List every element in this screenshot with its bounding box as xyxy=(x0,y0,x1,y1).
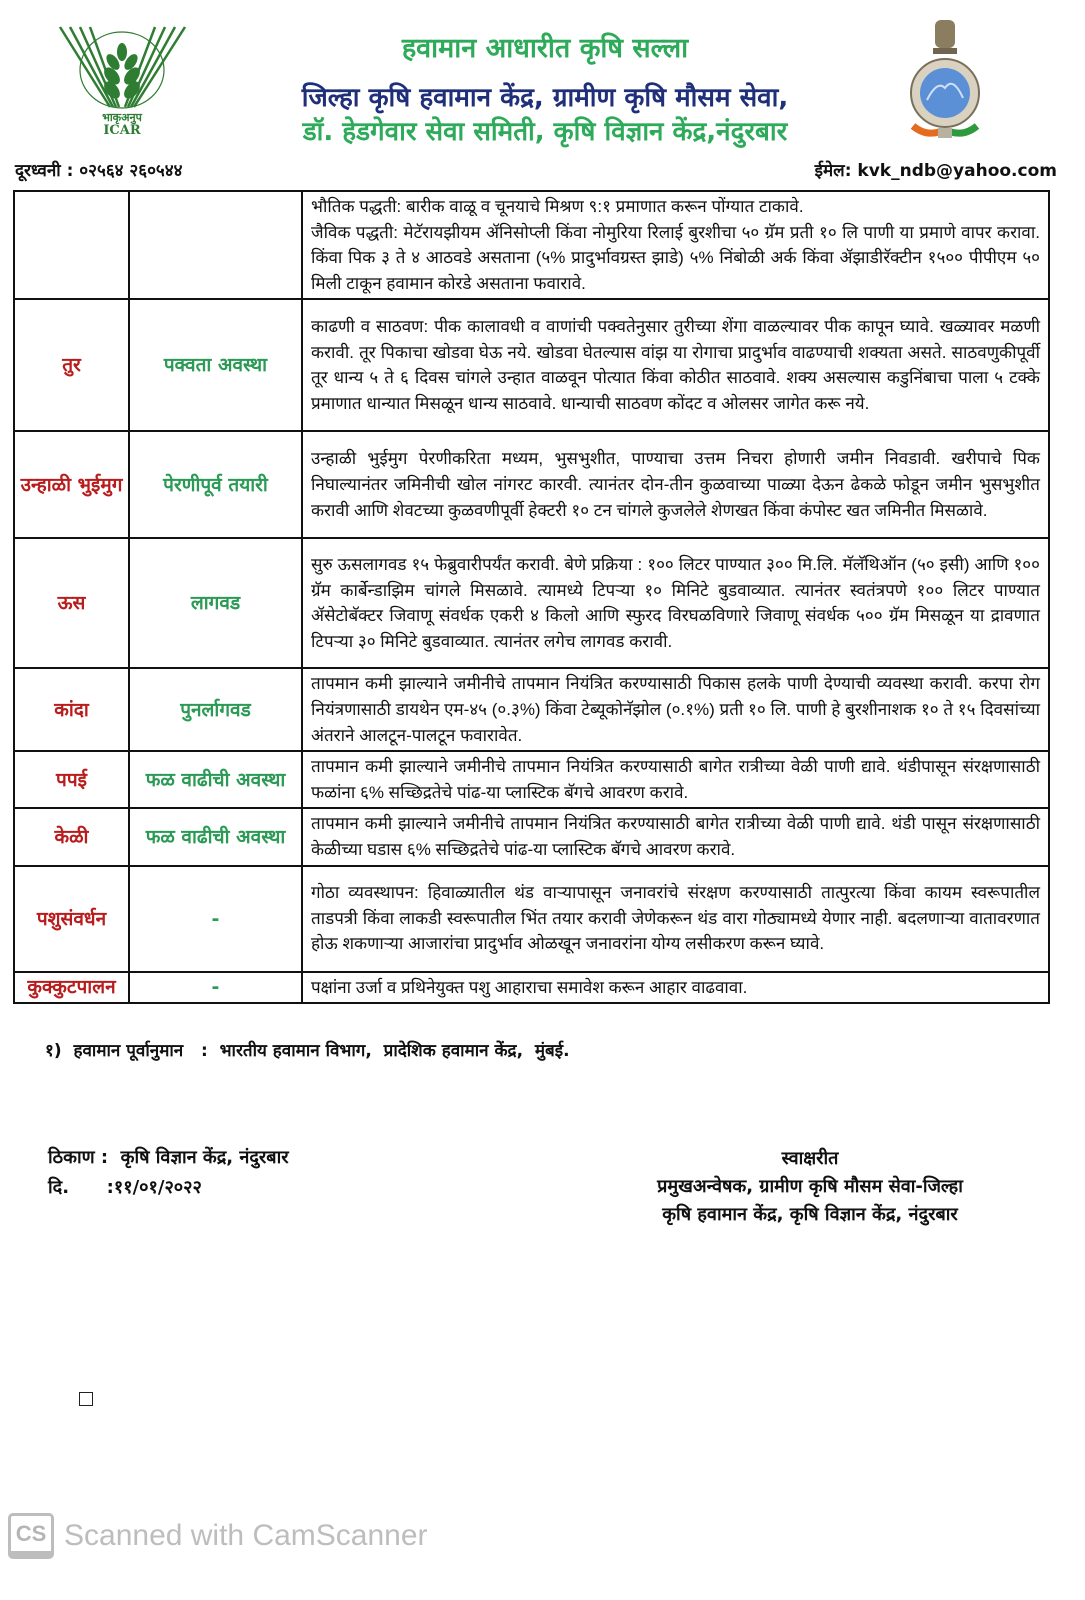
signature-line-1: प्रमुखअन्वेषक, ग्रामीण कृषि मौसम सेवा-जिल्हा xyxy=(657,1176,963,1197)
advisory-paragraph: काढणी व साठवण: पीक कालावधी व वाणांची पक्वतेनुसार तुरीच्या शेंगा वाळल्यावर पीक कापून घ्यावे. खळ्यावर मळणी करावी. तूर पिकाचा खोडवा घेऊ नये. खोडवा घेतल्यास वांझ या रोगाचा प्रादुर्भाव वाढण्याची शक्यता असते. साठवणुकीपूर्वी तूर धान्य ५ ते ६ दिवस चांगले उन्हात वाळवून पोत्यात किंवा कोठीत साठवावे. शक्य असल्यास कडुनिंबाचा पाला ५ टक्के प्रमाणात धान्यात मिसळून धान्य साठवावे. धान्याची साठवण कोंदट व ओलसर जागेत करू नये. xyxy=(311,317,1040,413)
advisory-paragraph: तापमान कमी झाल्याने जमीनीचे तापमान नियंत्रित करण्यासाठी पिकास हलके पाणी देण्याची व्यवस्था करावी. करपा रोग नियंत्रणासाठी डायथेन एम-४५ (०.३%) किंवा टेब्यूकोनॅझोल (०.१%) प्रती १० लि. पाणी हे बुरशीनाशक १० ते १५ दिवसांच्या अंतराने आलटून-पालटून फवारावेत. xyxy=(311,674,1040,745)
place-line: ठिकाण : कृषि विज्ञान केंद्र, नंदुरबार xyxy=(48,1147,289,1168)
advisory-paragraph: गोठा व्यवस्थापन: हिवाळ्यातील थंड वाऱ्यापासून जनावरांचे संरक्षण करण्यासाठी तात्पुरत्या किंवा कायम स्वरूपातील ताडपत्री किंवा लाकडी स्वरूपातील भिंत तयार करावी जेणेकरून थंड वारा गोठ्यामध्ये येणार नाही. बदलणाऱ्या वातावरणात होऊ शकणाऱ्या आजारांचा प्रादुर्भाव ओळखून जनावरांना योग्य लसीकरण करून घ्यावे. xyxy=(311,883,1040,954)
stage-cell: पेरणीपूर्व तयारी xyxy=(129,431,302,538)
icar-label: ICAR xyxy=(103,123,141,137)
date-line: दि. :११/०१/२०२२ xyxy=(48,1177,202,1198)
advisory-cell xyxy=(302,866,1049,972)
stage-cell: फळ वाढीची अवस्था xyxy=(129,808,302,865)
page-title: हवामान आधारीत कृषि सल्ला xyxy=(401,33,689,64)
table-row xyxy=(14,431,1049,538)
advisory-cell xyxy=(302,431,1049,538)
table-row xyxy=(14,538,1049,668)
table-row xyxy=(14,751,1049,808)
wheat-icon xyxy=(55,22,190,137)
crop-cell: ऊस xyxy=(14,538,129,668)
table-row xyxy=(14,668,1049,751)
advisory-paragraph: उन्हाळी भुईमुग पेरणीकरिता मध्यम, भुसभुशीत, पाण्याचा उत्तम निचरा होणारी जमीन निवडावी. खरीपाचे पिक निघाल्यानंतर जमिनीची खोल नांगरट कारवी. त्यानंतर दोन-तीन कुळवाच्या पाळ्या देऊन ढेकळे फोडून जमीन भुसभुशीत करावी आणि शेवटच्या कुळवणीपूर्वी हेक्टरी १० टन चांगले कुजलेले शेणखत किंवा कंपोस्ट खत जमिनीत मिसळावे. xyxy=(311,449,1040,520)
advisory-cell xyxy=(302,538,1049,668)
signature-block xyxy=(590,1145,1030,1229)
advisory-paragraph: पक्षांना उर्जा व प्रथिनेयुक्त पशु आहाराचा समावेश करून आहार वाढवावा. xyxy=(311,977,748,997)
checkbox[interactable] xyxy=(79,1392,93,1406)
phone-number: दूरध्वनी : ०२५६४ २६०५४४ xyxy=(15,161,183,181)
advisory-cell xyxy=(302,972,1049,1004)
icar-logo xyxy=(55,22,190,137)
stage-cell: पक्वता अवस्था xyxy=(129,299,302,431)
crop-cell xyxy=(14,191,129,299)
crop-cell: उन्हाळी भुईमुग xyxy=(14,431,129,538)
stage-cell: - xyxy=(129,866,302,972)
crop-cell: कुक्कुटपालन xyxy=(14,972,129,1004)
table-row xyxy=(14,191,1049,299)
crop-cell: केळी xyxy=(14,808,129,865)
advisory-cell xyxy=(302,668,1049,751)
email-address: ईमेल: kvk_ndb@yahoo.com xyxy=(814,161,1057,181)
table-row xyxy=(14,972,1049,1004)
watermark-text: Scanned with CamScanner xyxy=(64,1519,428,1552)
crop-cell: पपई xyxy=(14,751,129,808)
crop-cell: पशुसंवर्धन xyxy=(14,866,129,972)
stage-cell: फळ वाढीची अवस्था xyxy=(129,751,302,808)
camscanner-logo-icon: CS xyxy=(8,1513,54,1559)
emblem-icon xyxy=(905,18,985,148)
stage-cell: - xyxy=(129,972,302,1004)
table-row xyxy=(14,866,1049,972)
stage-cell: पुनर्लागवड xyxy=(129,668,302,751)
stage-cell xyxy=(129,191,302,299)
advisory-cell xyxy=(302,751,1049,808)
advisory-paragraph: सुरु ऊसलागवड १५ फेब्रुवारीपर्यंत करावी. बेणे प्रक्रिया : १०० लिटर पाण्यात ३०० मि.लि. मॅलॅथिऑन (५० इसी) आणि १०० ग्रॅम कार्बेन्डाझिम चांगले मिसळावे. त्यामध्ये टिपऱ्या १० मिनिटे बुडवाव्यात. त्यानंतर स्वतंत्रपणे १०० लिटर पाण्यात ॲसेटोबॅक्टर जिवाणू संवर्धक एकरी ४ किलो आणि स्फुरद विरघळविणारे जिवाणू संवर्धक ५०० ग्रॅम मिसळून या द्रावणात टिपऱ्या ३० मिनिटे बुडवाव्यात. त्यानंतर लगेच लागवड करावी. xyxy=(311,555,1040,651)
table-row xyxy=(14,808,1049,865)
icar-hindi-label: भाकृअनुप xyxy=(102,111,142,124)
advisory-paragraph: तापमान कमी झाल्याने जमीनीचे तापमान नियंत्रित करण्यासाठी बागेत रात्रीच्या वेळी पाणी द्यावे. थंडी पासून संरक्षणासाठी केळीच्या घडास ६% सच्छिद्रतेचे पांढ-या प्लास्टिक बॅगचे आवरण करावे. xyxy=(311,814,1040,859)
advisory-cell xyxy=(302,808,1049,865)
camscanner-watermark xyxy=(8,1512,428,1560)
table-row xyxy=(14,299,1049,431)
subtitle-line-1: जिल्हा कृषि हवामान केंद्र, ग्रामीण कृषि मौसम सेवा, xyxy=(301,83,789,113)
advisory-cell xyxy=(302,191,1049,299)
imd-emblem xyxy=(905,18,985,148)
stage-cell: लागवड xyxy=(129,538,302,668)
forecast-source-note: १) हवामान पूर्वानुमान : भारतीय हवामान विभाग, प्रादेशिक हवामान केंद्र, मुंबई. xyxy=(45,1041,570,1061)
advisory-cell xyxy=(302,299,1049,431)
document-header xyxy=(0,0,1085,190)
advisory-paragraph: तापमान कमी झाल्याने जमीनीचे तापमान नियंत्रित करण्यासाठी बागेत रात्रीच्या वेळी पाणी द्यावे. थंडीपासून संरक्षणासाठी फळांना ६% सच्छिद्रतेचे पांढ-या प्लास्टिक बॅगचे आवरण करावे. xyxy=(311,757,1040,802)
signature-title: स्वाक्षरीत xyxy=(781,1148,839,1169)
crop-cell: तुर xyxy=(14,299,129,431)
advisory-paragraph: भौतिक पद्धती: बारीक वाळू व चूनयाचे मिश्रण ९:१ प्रमाणात करून पोंग्यात टाकावे. xyxy=(311,197,804,216)
crop-cell: कांदा xyxy=(14,668,129,751)
signature-line-2: कृषि हवामान केंद्र, कृषि विज्ञान केंद्र, नंदुरबार xyxy=(662,1204,958,1225)
advisory-paragraph: जैविक पद्धती: मेटॅरायझीयम ॲनिसोप्ली किंवा नोमुरिया रिलाई बुरशीचा ५० ग्रॅम प्रती १० लि पाणी या प्रमाणे वापर करावा. किंवा पिक ३ ते ४ आठवडे असताना (५% प्रादुर्भावग्रस्त झाडे) ५% निंबोळी अर्क किंवा ॲझाडीरॅक्टीन १५०० पीपीएम ५० मिली टाकून हवामान कोरडे असताना फवारावे. xyxy=(311,222,1040,293)
advisory-table xyxy=(13,190,1050,1004)
subtitle-line-2: डॉ. हेडगेवार सेवा समिती, कृषि विज्ञान केंद्र,नंदुरबार xyxy=(302,117,788,147)
